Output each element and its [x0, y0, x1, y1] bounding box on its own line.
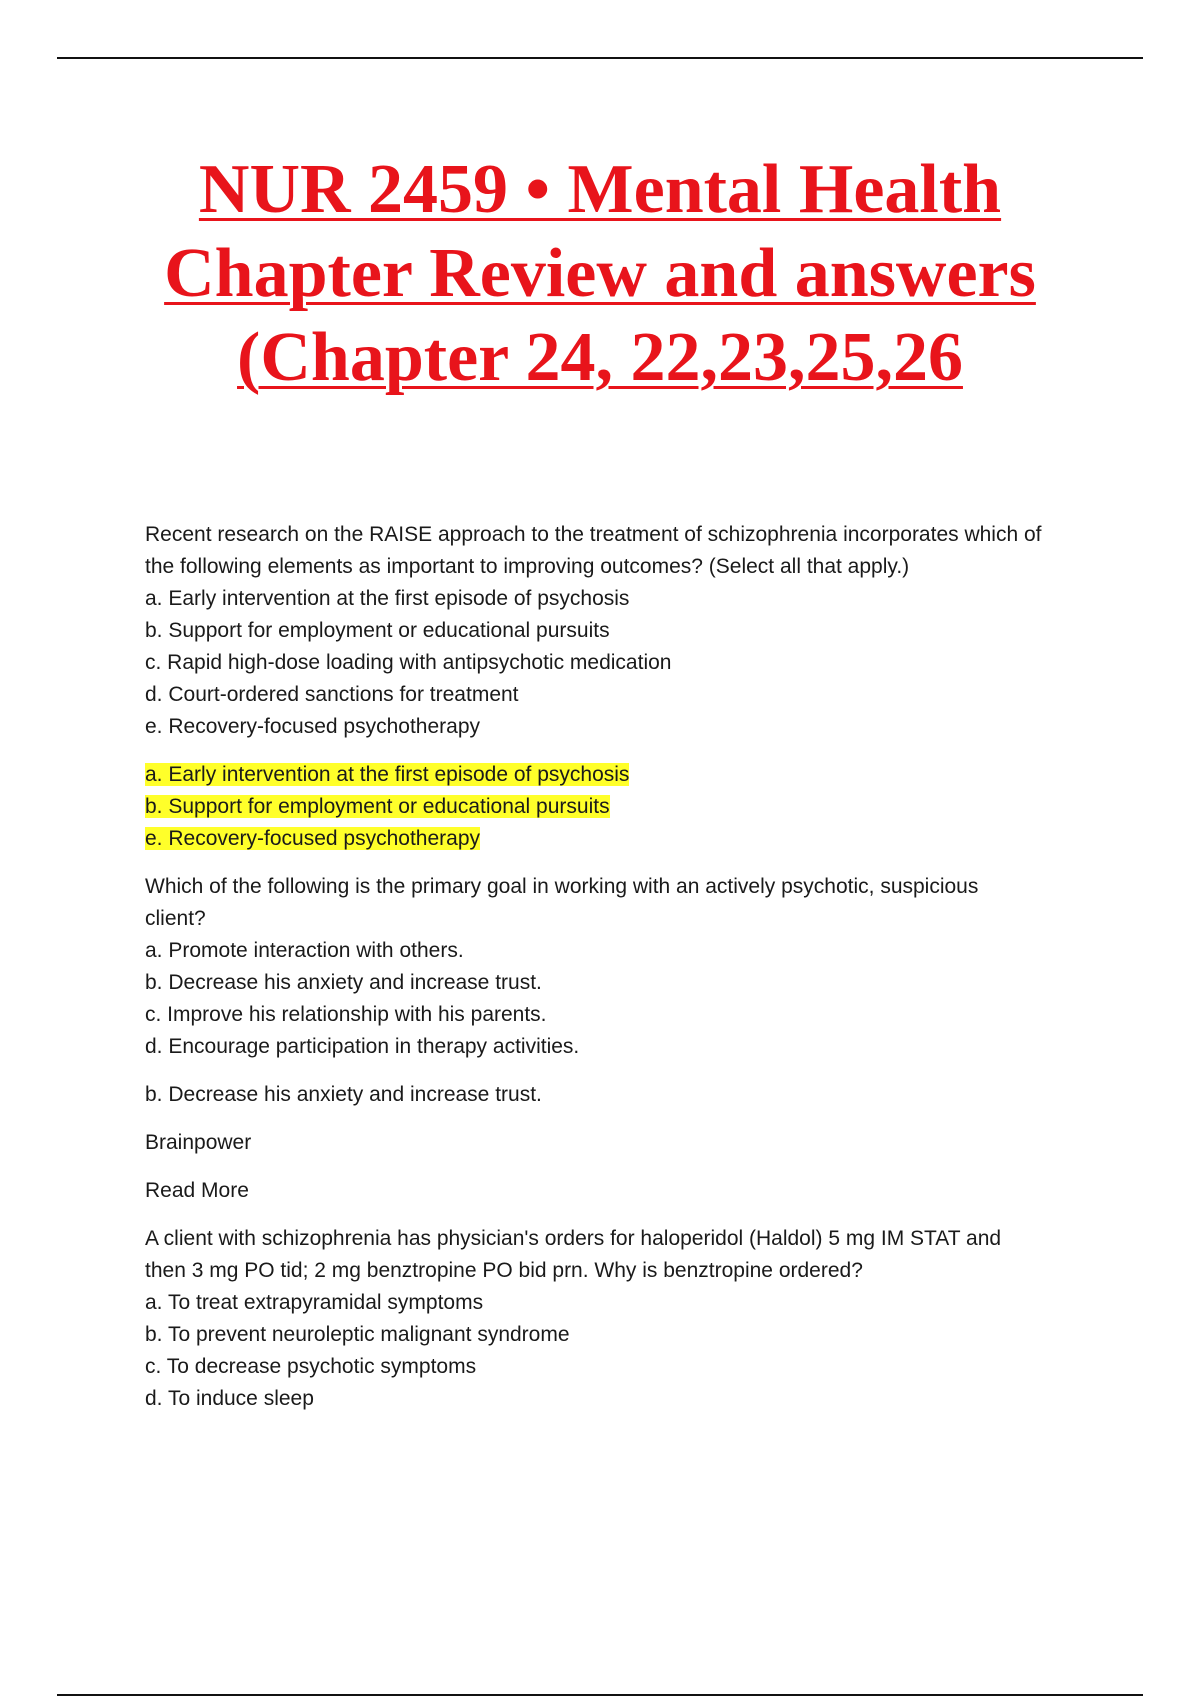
brainpower-text: Brainpower — [145, 1131, 252, 1154]
read-more-link[interactable]: Read More — [145, 1179, 249, 1202]
question-stem: A client with schizophrenia has physician's orders for haloperidol (Haldol) 5 mg IM STAT and — [145, 1227, 1002, 1250]
question-stem: the following elements as important to improving outcomes? (Select all that apply.) — [145, 555, 910, 578]
question-stem: Recent research on the RAISE approach to the treatment of schizophrenia incorporates which of — [145, 523, 1042, 546]
answer-2 — [145, 1079, 1105, 1111]
option-item: a. To treat extrapyramidal symptoms — [145, 1291, 484, 1314]
bottom-rule — [57, 1694, 1143, 1696]
option-item: b. Decrease his anxiety and increase trust. — [145, 971, 542, 994]
question-stem: Which of the following is the primary goal in working with an actively psychotic, suspicious — [145, 875, 979, 898]
option-item: d. Encourage participation in therapy activities. — [145, 1035, 580, 1058]
highlighted-answer: a. Early intervention at the first episode of psychosis — [145, 763, 630, 786]
option-item: d. Court-ordered sanctions for treatment — [145, 683, 519, 706]
top-rule — [57, 57, 1143, 59]
option-item: c. Rapid high-dose loading with antipsychotic medication — [145, 651, 672, 674]
option-item: c. To decrease psychotic symptoms — [145, 1355, 477, 1378]
highlighted-answer: b. Support for employment or educational pursuits — [145, 795, 610, 818]
question-1 — [145, 519, 1105, 743]
option-item: a. Promote interaction with others. — [145, 939, 464, 962]
option-item: a. Early intervention at the first episode of psychosis — [145, 587, 630, 610]
option-item: b. To prevent neuroleptic malignant syndrome — [145, 1323, 570, 1346]
question-stem: then 3 mg PO tid; 2 mg benztropine PO bid prn. Why is benztropine ordered? — [145, 1259, 863, 1282]
question-stem: client? — [145, 907, 206, 930]
highlighted-answer: e. Recovery-focused psychotherapy — [145, 827, 481, 850]
option-item: c. Improve his relationship with his parents. — [145, 1003, 547, 1026]
title-line-3: (Chapter 24, 22,23,25,26 — [237, 319, 963, 396]
document-body — [145, 519, 1105, 1431]
answer-1 — [145, 759, 1105, 855]
option-item: e. Recovery-focused psychotherapy — [145, 715, 481, 738]
question-3 — [145, 1223, 1105, 1415]
question-2 — [145, 871, 1105, 1063]
option-item: b. Support for employment or educational pursuits — [145, 619, 610, 642]
answer-text: b. Decrease his anxiety and increase trust. — [145, 1083, 542, 1106]
title-line-2: Chapter Review and answers — [164, 235, 1036, 312]
title-line-1: NUR 2459 • Mental Health — [198, 151, 1002, 228]
option-item: d. To induce sleep — [145, 1387, 314, 1410]
document-title — [57, 148, 1143, 400]
